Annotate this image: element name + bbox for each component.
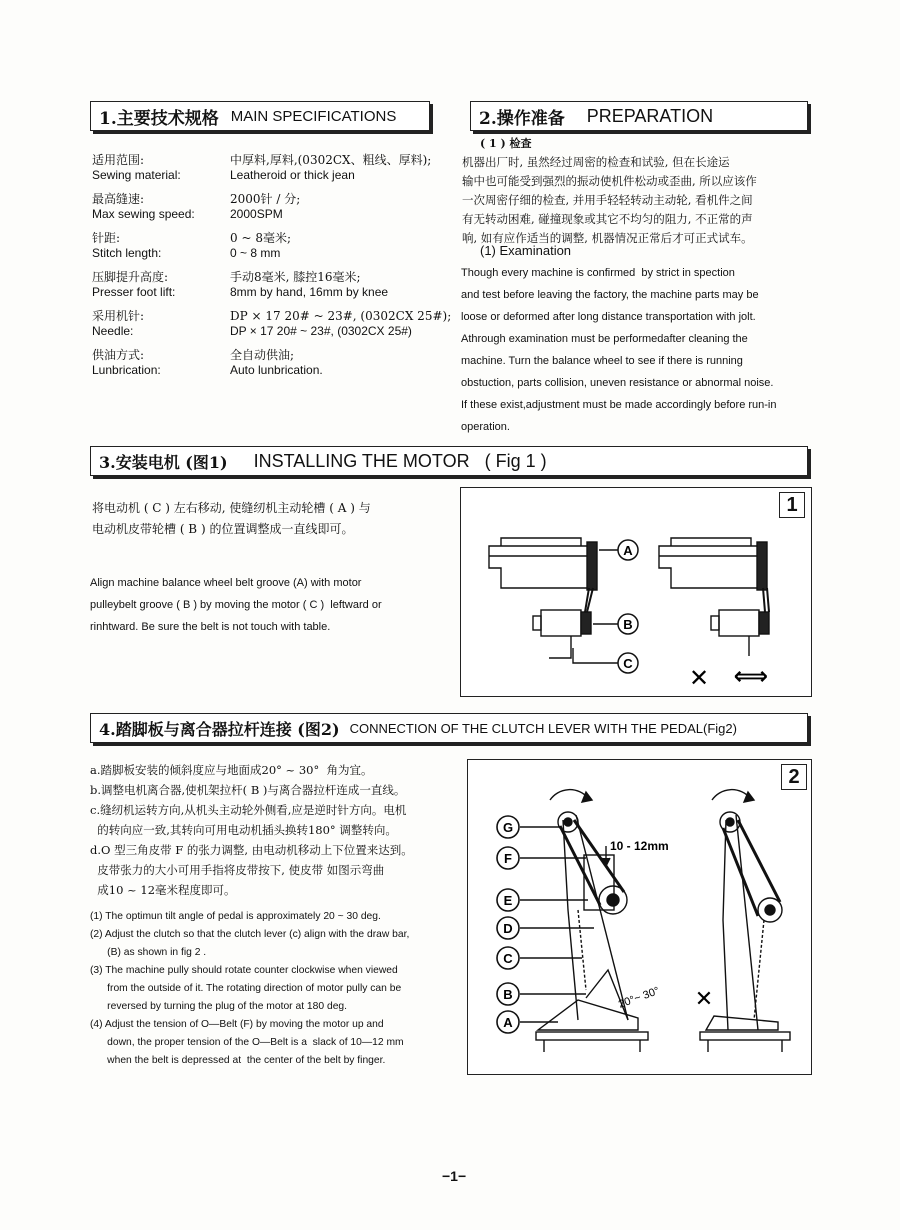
spec-value-en: 2000SPM (230, 207, 283, 221)
sec4-zh-line: c.缝纫机运转方向,从机头主动轮外侧看,应是逆时针方向。电机 (90, 803, 407, 817)
spec-row (92, 231, 452, 270)
spec-value-zh: 2000针 / 分; (230, 192, 301, 206)
sec2-title-en: PREPARATION (586, 105, 714, 126)
sec4-header (90, 713, 808, 743)
sec4-zh-line: 的转向应一致,其转向可用电动机插头换转180° 调整转向。 (90, 823, 397, 837)
sec4-zh-line: 皮带张力的大小可用手指将皮带按下, 使皮带 如图示弯曲 (90, 863, 385, 877)
spec-value-zh: 手动8毫米, 膝控16毫米; (230, 270, 361, 284)
sec3-body-en (90, 572, 450, 638)
sec4-body-en (90, 908, 470, 1070)
sec2-en-line: If these exist,adjustment must be made accordingly before run-in (461, 399, 777, 411)
spec-value-en: Leatheroid or thick jean (230, 168, 355, 182)
spec-value-en: 0 ~ 8 mm (230, 246, 281, 260)
spec-label-zh: 采用机针: (92, 309, 145, 323)
fig2-angle: 20°~ 30° (616, 984, 662, 1011)
spec-value-en: DP × 17 20# ~ 23#, (0302CX 25#) (230, 324, 412, 338)
sec4-zh-line: 成10 ~ 12毫米程度即可。 (90, 883, 236, 897)
spec-label-zh: 供油方式: (92, 348, 145, 362)
spec-label-en: Presser foot lift: (92, 285, 176, 299)
fig1-arrow-icon: ⟺ (733, 663, 769, 690)
sec4-title-en: CONNECTION OF THE CLUTCH LEVER WITH THE PEDAL(Fig2) (349, 720, 737, 736)
sec4-zh-line: a.踏脚板安装的倾斜度应与地面成20° ~ 30° 角为宜。 (90, 763, 373, 777)
sec4-title-zh: 4.踏脚板与离合器拉杆连接 (图2) (99, 719, 340, 739)
spec-value-zh: 0 ~ 8毫米; (230, 231, 291, 245)
fig2-label-g: G (502, 820, 514, 835)
sec3-zh-line: 将电动机 ( C ) 左右移动, 使缝纫机主动轮槽 ( A ) 与 (92, 501, 371, 515)
sec2-zh-line: 响, 如有应作适当的调整, 机器情况正常后才可正式试车。 (462, 231, 753, 245)
fig2-label-e: E (503, 893, 513, 908)
sec4-en-line: down, the proper tension of the O—Belt is a slack of 10—12 mm (90, 1037, 404, 1048)
fig2-label-c: C (503, 951, 513, 966)
fig2-label-b: B (503, 987, 513, 1002)
sec3-en-line: rinhtward. Be sure the belt is not touch with table. (90, 621, 331, 633)
sec1-header (90, 101, 430, 131)
sec2-en-line: machine. Turn the balance wheel to see if there is running (461, 355, 743, 367)
fig1-label-b: B (623, 617, 633, 632)
sec2-header (470, 101, 808, 131)
fig2-label-f: F (504, 851, 512, 866)
sec3-header (90, 446, 808, 476)
spec-label-en: Needle: (92, 324, 134, 338)
sec4-en-line: reversed by turning the plug of the motor at 180 deg. (90, 1001, 348, 1012)
sec2-title-zh: 2.操作准备 (479, 108, 565, 129)
sec4-body-zh (90, 760, 465, 900)
sec2-zh-line: 机器出厂时, 虽然经过周密的检查和试验, 但在长途运 (462, 155, 730, 169)
spec-label-zh: 针距: (92, 231, 121, 245)
sec3-en-line: pulleybelt groove ( B ) by moving the motor ( C ) leftward or (90, 599, 382, 611)
sec4-en-line: (4) Adjust the tension of O—Belt (F) by moving the motor up and (90, 1019, 384, 1030)
figure-2-drawing (468, 760, 813, 1076)
sec3-zh-line: 电动机皮带轮槽 ( B ) 的位置调整成一直线即可。 (92, 522, 354, 536)
spec-value-zh: DP × 17 20# ~ 23#, (0302CX 25#); (230, 309, 452, 323)
sec4-en-line: (1) The optimun tilt angle of pedal is approximately 20 ~ 30 deg. (90, 911, 381, 922)
fig2-wrong-mark: ✕ (694, 986, 714, 1011)
figure-2 (467, 759, 812, 1075)
spec-label-zh: 适用范围: (92, 153, 145, 167)
spec-label-zh: 压脚提升高度: (92, 270, 169, 284)
machine-head-left (489, 546, 591, 588)
sec1-title-zh: 1.主要技术规格 (99, 108, 219, 129)
spec-table (92, 153, 452, 387)
stand-right (723, 820, 728, 1030)
spec-value-zh: 中厚料,厚料,(0302CX、粗线、厚料); (230, 153, 432, 167)
spec-label-en: Stitch length: (92, 246, 162, 260)
sec2-subtitle-zh: ( 1 ) 检查 (480, 137, 532, 150)
spec-row (92, 192, 452, 231)
sec2-zh-line: 一次周密仔细的检查, 并用手轻轻转动主动轮, 看机件之间 (462, 193, 753, 207)
spec-label-en: Sewing material: (92, 168, 181, 182)
sec2-en-line: Athrough examination must be performedafter cleaning the (461, 333, 748, 345)
sec2-en-line: obstuction, parts collision, uneven resistance or abnormal noise. (461, 377, 774, 389)
sec4-zh-line: d.O 型三角皮带 F 的张力调整, 由电动机移动上下位置来达到。 (90, 843, 413, 857)
spec-row (92, 348, 452, 387)
fig1-wrong-mark: ✕ (688, 665, 710, 692)
sec2-subtitle-en: (1) Examination (480, 243, 572, 258)
sec2-zh-line: 有无转动困难, 碰撞现象或其它不均匀的阻力, 不正常的声 (462, 212, 753, 226)
motor-right (719, 610, 759, 636)
spec-value-zh: 全自动供油; (230, 348, 295, 362)
spec-label-en: Max sewing speed: (92, 207, 195, 221)
sec2-en-line: operation. (461, 421, 510, 433)
figure-1 (460, 487, 812, 697)
sec1-title-en: MAIN SPECIFICATIONS (230, 107, 397, 125)
spec-value-en: Auto lunbrication. (230, 363, 323, 377)
sec3-title-zh: 3.安装电机 (图1) (99, 452, 228, 472)
motor-left (541, 610, 581, 636)
figure-1-number: 1 (779, 492, 805, 518)
spec-value-en: 8mm by hand, 16mm by knee (230, 285, 389, 299)
sec2-en-line: loose or deformed after long distance transportation with jolt. (461, 311, 756, 323)
spec-row (92, 309, 452, 348)
fig1-label-a: A (623, 543, 633, 558)
sec4-en-line: (2) Adjust the clutch so that the clutch lever (c) align with the draw bar, (90, 929, 410, 940)
sec3-title-en: INSTALLING THE MOTOR ( Fig 1 ) (253, 450, 547, 471)
sec2-en-line: and test before leaving the factory, the machine parts may be (461, 289, 759, 301)
fig2-label-d: D (503, 921, 513, 936)
sec2-zh-line: 输中也可能受到强烈的振动使机件松动或歪曲, 所以应该作 (462, 174, 757, 188)
fig2-label-a: A (503, 1015, 513, 1030)
sec4-en-line: (3) The machine pully should rotate counter clockwise when viewed (90, 965, 398, 976)
sec4-en-line: (B) as shown in fig 2 . (90, 947, 207, 958)
sec3-body-zh (92, 498, 452, 540)
sec4-en-line: from the outside of it. The rotating direction of motor pully can be (90, 983, 402, 994)
machine-head-right (659, 546, 761, 588)
sec2-body-zh (462, 153, 812, 248)
spec-label-en: Lunbrication: (92, 363, 161, 377)
sec2-en-line: Though every machine is confirmed by strict in spection (461, 267, 735, 279)
fig2-measure: 10 - 12mm (610, 839, 669, 853)
sec4-en-line: when the belt is depressed at the center of the belt by finger. (90, 1055, 386, 1066)
spec-row (92, 270, 452, 309)
sec4-zh-line: b.调整电机离合器,使机架拉杆( B )与离合器拉杆连成一直线。 (90, 783, 406, 797)
page-number: −1− (442, 1168, 467, 1184)
figure-1-drawing (461, 488, 813, 698)
fig1-label-c: C (623, 656, 633, 671)
sec2-body-en (461, 262, 831, 438)
spec-label-zh: 最高缝速: (92, 192, 145, 206)
spec-row (92, 153, 452, 192)
figure-2-number: 2 (781, 764, 807, 790)
sec3-en-line: Align machine balance wheel belt groove (A) with motor (90, 577, 362, 589)
